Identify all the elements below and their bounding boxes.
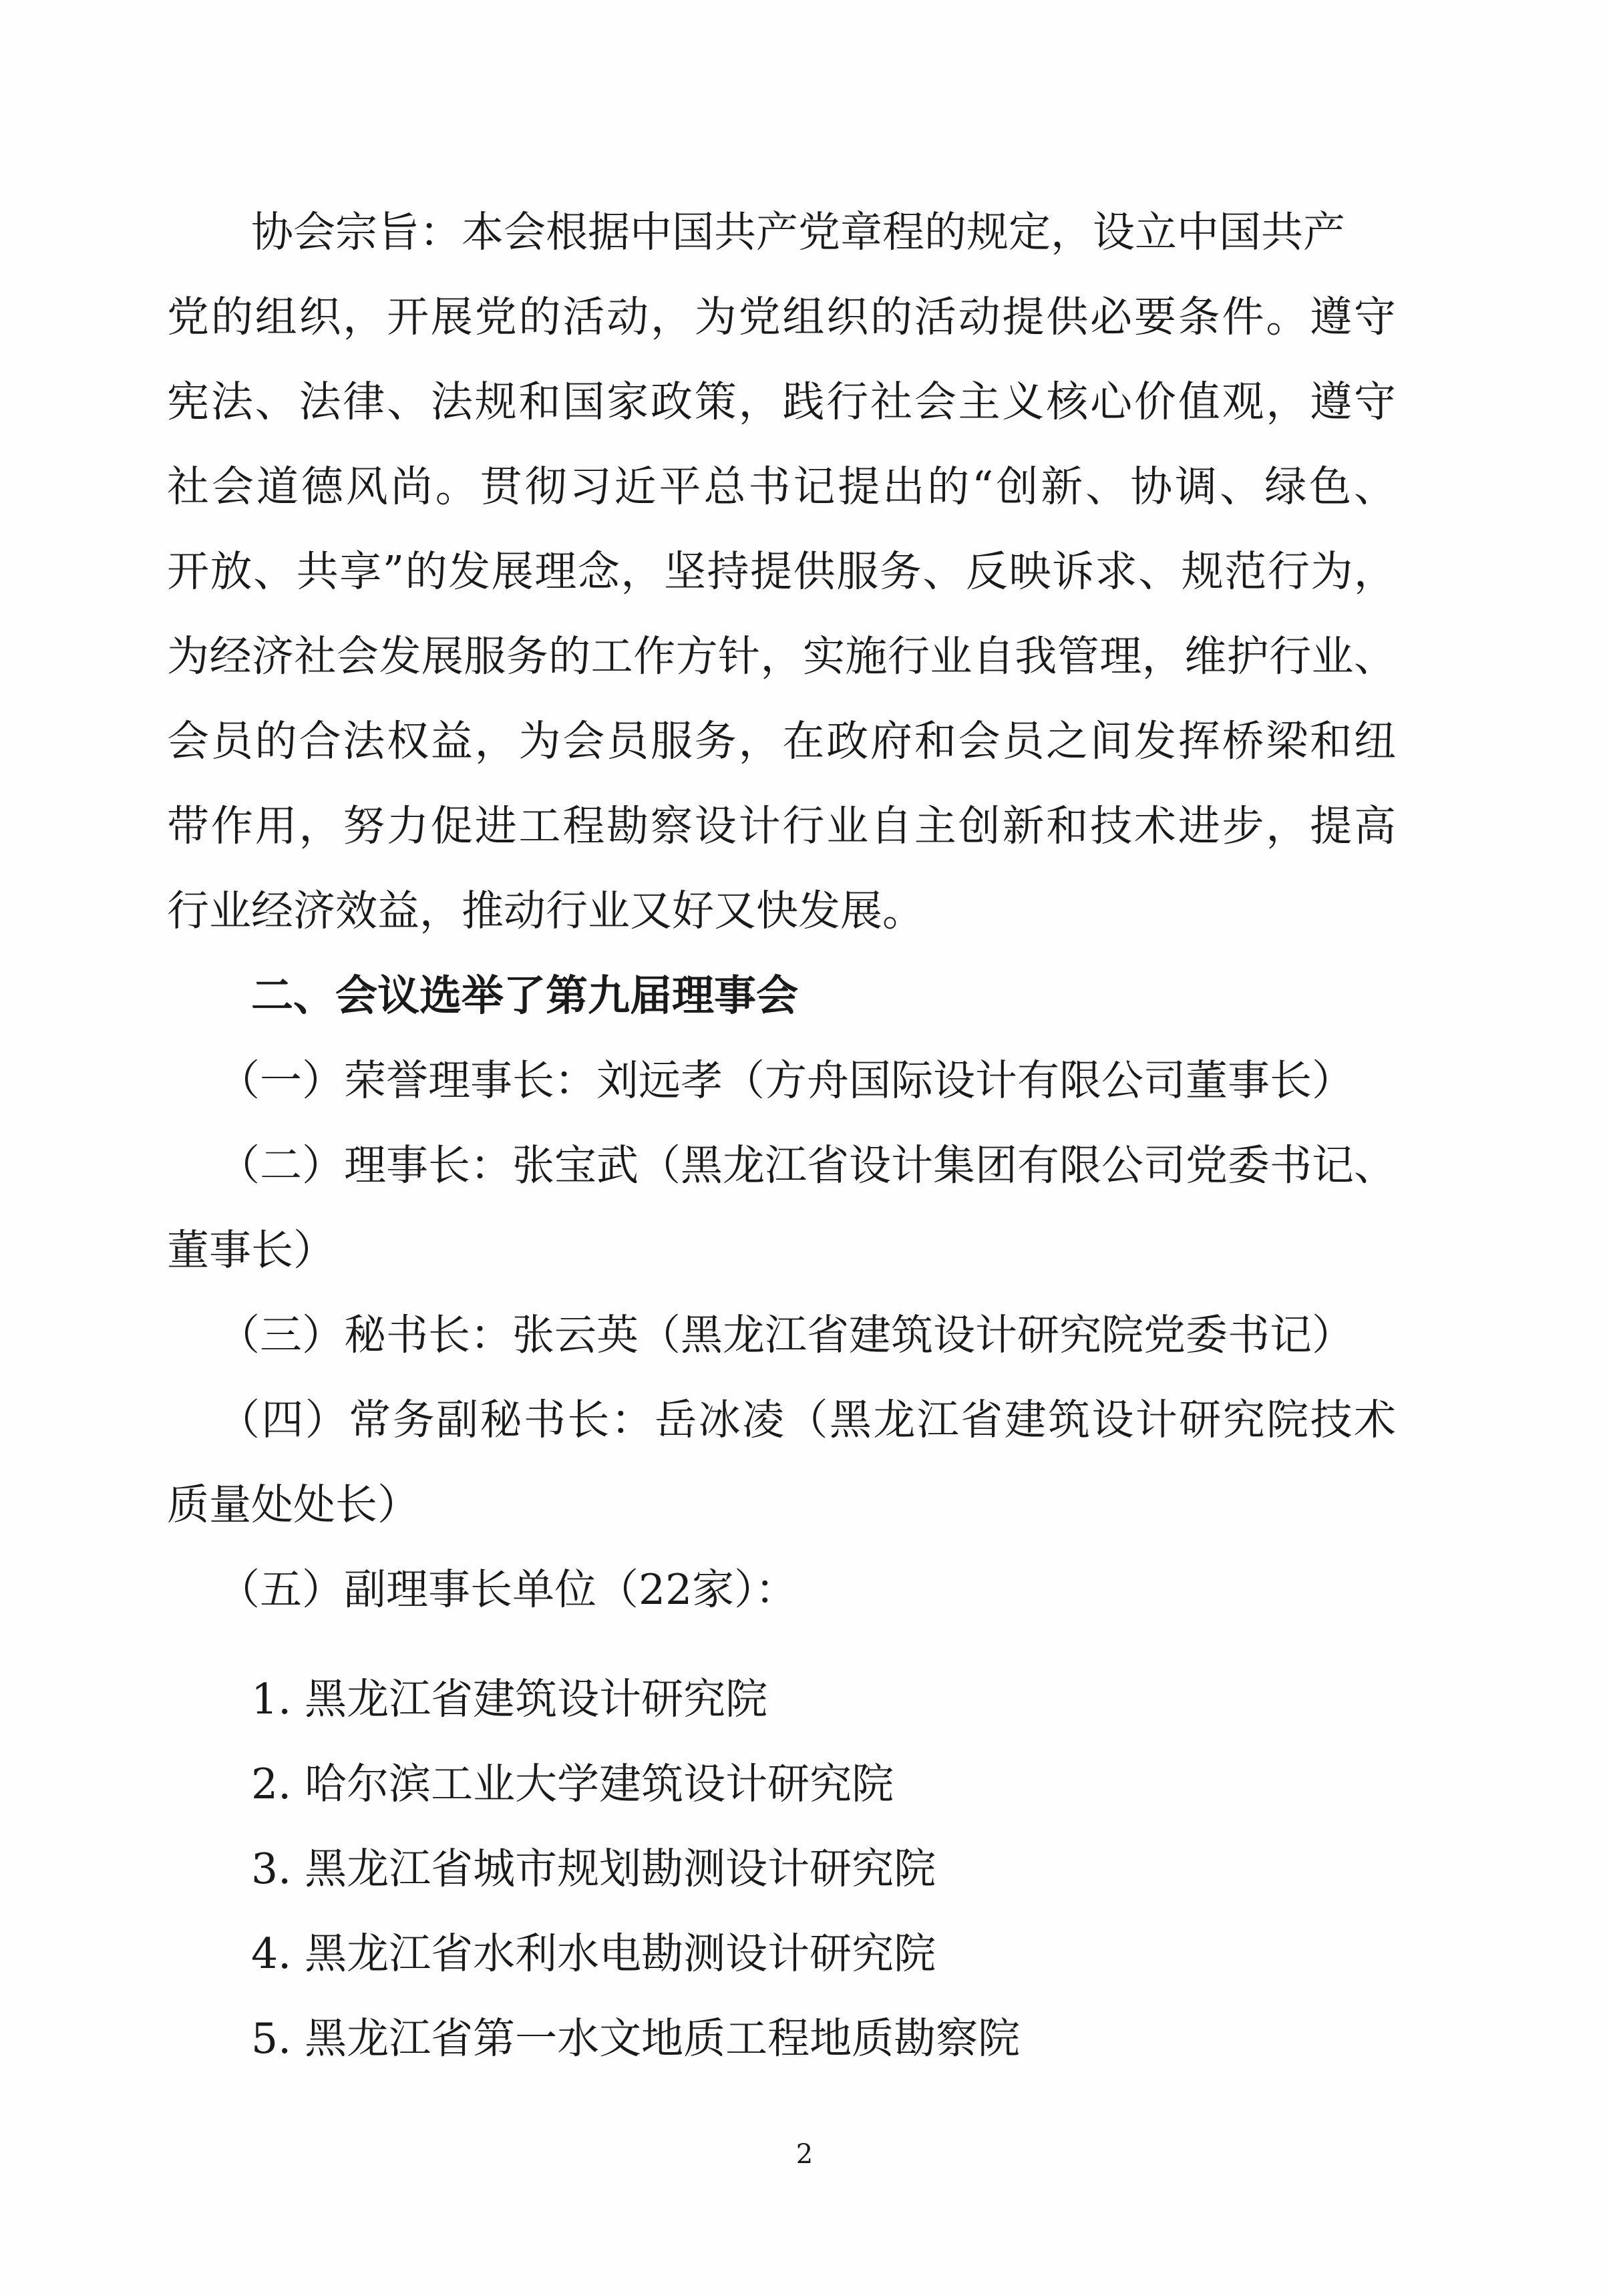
council-exec-deputy-secretary: （四）常务副秘书长：岳冰凌（黑龙江省建筑设计研究院技术 [218,1396,1396,1444]
purpose-line-6: 为经济社会发展服务的工作方针，实施行业自我管理，维护行业、 [167,632,1396,681]
purpose-line-1: 协会宗旨：本会根据中国共产党章程的规定，设立中国共产 [251,208,1345,257]
council-honorary-chair: （一）荣誉理事长：刘远孝（方舟国际设计有限公司董事长） [218,1056,1354,1105]
purpose-line-9: 行业经济效益，推动行业又好又快发展。 [167,886,924,935]
council-exec-deputy-secretary-cont: 质量处处长） [167,1480,419,1529]
list-item: 3. 黑龙江省城市规划勘测设计研究院 [251,1844,936,1893]
council-chair-cont: 董事长） [167,1226,335,1275]
list-item: 5. 黑龙江省第一水文地质工程地质勘察院 [251,2014,1021,2063]
purpose-line-8: 带作用，努力促进工程勘察设计行业自主创新和技术进步，提高 [167,802,1396,850]
council-secretary-general: （三）秘书长：张云英（黑龙江省建筑设计研究院党委书记） [218,1311,1354,1359]
council-chair: （二）理事长：张宝武（黑龙江省设计集团有限公司党委书记、 [218,1141,1396,1190]
list-item: 2. 哈尔滨工业大学建筑设计研究院 [251,1760,894,1808]
purpose-line-7: 会员的合法权益，为会员服务，在政府和会员之间发挥桥梁和纽 [167,717,1396,766]
purpose-line-3: 宪法、法律、法规和国家政策，践行社会主义核心价值观，遵守 [167,377,1396,426]
purpose-line-2: 党的组织，开展党的活动，为党组织的活动提供必要条件。遵守 [167,293,1396,341]
list-item: 4. 黑龙江省水利水电勘测设计研究院 [251,1929,936,1978]
purpose-line-5: 开放、共享”的发展理念，坚持提供服务、反映诉求、规范行为， [167,547,1396,596]
list-item: 1. 黑龙江省建筑设计研究院 [251,1675,768,1724]
section-heading: 二、会议选举了第九届理事会 [251,971,798,1020]
page-number: 2 [795,2139,814,2170]
council-vice-chair-units-heading: （五）副理事长单位（22家）： [218,1565,797,1614]
purpose-line-4: 社会道德风尚。贯彻习近平总书记提出的“创新、协调、绿色、 [167,462,1396,511]
